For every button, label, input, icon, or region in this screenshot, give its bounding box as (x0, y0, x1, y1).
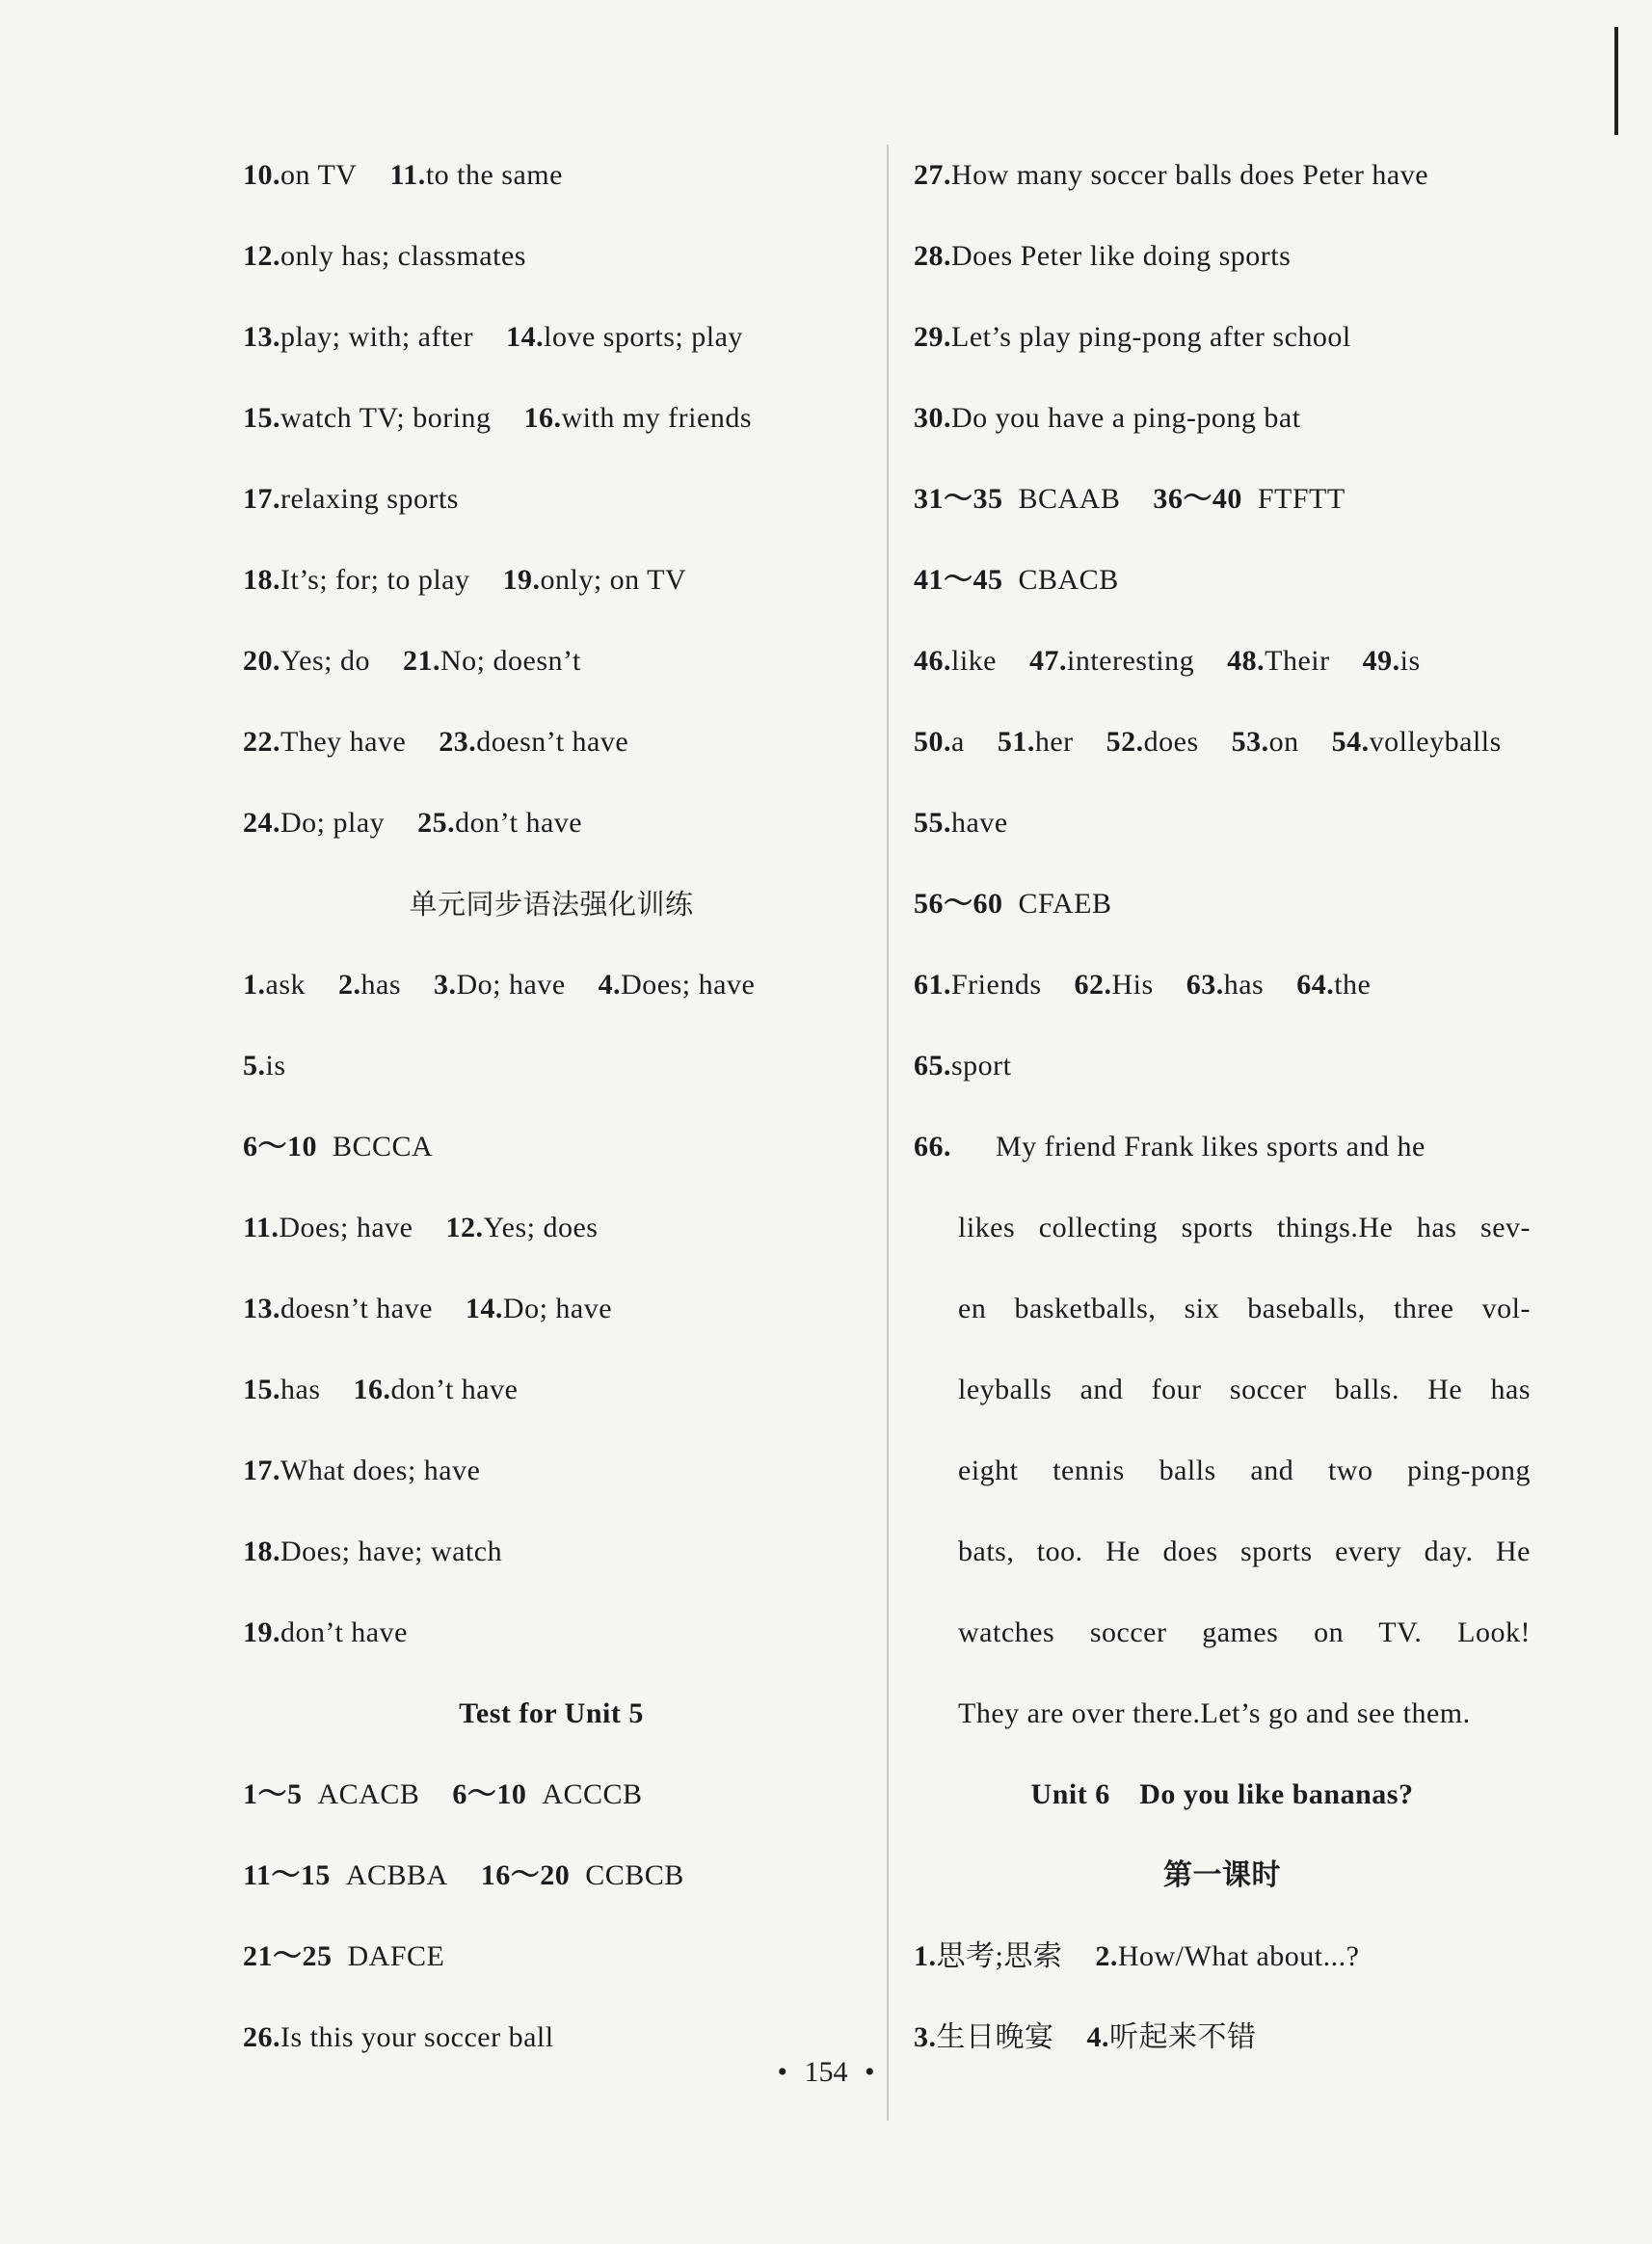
question-number: 23. (439, 726, 477, 758)
answer-line (914, 297, 1531, 378)
question-number: 11. (243, 1212, 280, 1243)
question-number: 54. (1331, 726, 1370, 758)
answer-item (1106, 726, 1199, 758)
answer-text: a (951, 726, 965, 758)
question-number: 1. (914, 1940, 937, 1972)
writing-answer-line: bats, too. He does sports every day. He (958, 1536, 1531, 1567)
answer-line (243, 459, 860, 540)
answer-item (1186, 969, 1265, 1001)
answer-item (1087, 2021, 1257, 2053)
answer-item (243, 240, 526, 272)
answer-item (445, 1212, 598, 1243)
answer-item (502, 564, 686, 596)
answer-item (1095, 1940, 1359, 1972)
answer-text: No; doesn’t (440, 645, 581, 677)
answer-line (243, 702, 860, 783)
section-heading: 单元同步语法强化训练 (409, 888, 694, 921)
answer-text: 听起来不错 (1109, 2021, 1257, 2053)
answer-line (914, 945, 1531, 1026)
answer-text: BCAAB (1018, 483, 1121, 515)
footer-dot-left: • (777, 2056, 787, 2088)
answer-item (914, 564, 1119, 596)
answer-text: Do; play (280, 807, 386, 839)
question-number: 13. (243, 321, 280, 353)
page-edge-mark (1614, 27, 1618, 135)
answer-text: interesting (1067, 645, 1195, 677)
answer-text: Do; have (456, 969, 566, 1001)
question-number: 21. (403, 645, 440, 677)
question-number: 48. (1227, 645, 1266, 677)
page-number: 154 (804, 2056, 848, 2088)
answer-line (243, 945, 860, 1026)
answer-item (243, 1536, 502, 1567)
answer-item (466, 1293, 612, 1324)
question-number: 66. (914, 1131, 951, 1162)
question-number: 16. (353, 1374, 391, 1405)
answer-text: ACACB (317, 1778, 420, 1810)
answer-text: don’t have (455, 807, 583, 839)
question-number: 17. (243, 483, 280, 515)
question-number: 52. (1106, 726, 1144, 758)
answer-item (389, 159, 563, 191)
answer-item (599, 969, 756, 1001)
answer-text: CBACB (1018, 564, 1119, 596)
question-number: 11～15 (243, 1859, 331, 1891)
answer-text: 思考;思索 (936, 1940, 1063, 1972)
answer-text: Yes; does (483, 1212, 599, 1243)
answer-text: Is this your soccer ball (280, 2021, 554, 2053)
answer-item (243, 1212, 413, 1243)
question-number: 11. (389, 159, 426, 191)
answer-text: 生日晚宴 (936, 2021, 1054, 2053)
question-number: 36～40 (1153, 483, 1242, 515)
question-number: 18. (243, 1536, 280, 1567)
answer-item (524, 402, 752, 434)
answer-text: only has; classmates (280, 240, 526, 272)
answer-item (243, 483, 459, 515)
answer-text: doesn’t have (476, 726, 629, 758)
answer-item (354, 1374, 519, 1405)
answer-text: Does; have (621, 969, 756, 1001)
answer-text: Does Peter like doing sports (951, 240, 1292, 272)
question-number: 61. (914, 969, 951, 1001)
answer-text: Do; have (502, 1293, 613, 1324)
question-number: 2. (338, 969, 361, 1001)
question-number: 19. (243, 1616, 280, 1648)
answer-line (914, 540, 1531, 621)
question-number: 41～45 (914, 564, 1003, 596)
section-heading: Unit 6 Do you like bananas? (1030, 1778, 1414, 1810)
question-number: 14. (506, 321, 545, 353)
question-number: 3. (434, 969, 457, 1001)
question-number: 17. (243, 1455, 280, 1486)
answer-text: ACCCB (542, 1778, 643, 1810)
question-number: 55. (914, 807, 951, 839)
question-number: 51. (997, 726, 1035, 758)
answer-text: CCBCB (585, 1859, 684, 1891)
question-number: 6～10 (243, 1131, 317, 1162)
question-number: 18. (243, 564, 280, 596)
answer-text: Their (1265, 645, 1330, 677)
question-number: 65. (914, 1050, 951, 1082)
answer-item (434, 969, 566, 1001)
writing-answer-line: en basketballs, six baseballs, three vol- (958, 1293, 1531, 1324)
answer-line (243, 1430, 860, 1511)
answer-item (1363, 645, 1421, 677)
answer-line (243, 621, 860, 702)
answer-line (243, 1188, 860, 1269)
answer-text: love sports; play (544, 321, 743, 353)
answer-item (243, 1940, 444, 1972)
answer-item (1075, 969, 1154, 1001)
answer-item (243, 645, 370, 677)
question-number: 49. (1362, 645, 1400, 677)
question-number: 1～5 (243, 1778, 303, 1810)
answer-text: It’s; for; to play (280, 564, 470, 596)
answer-item (439, 726, 628, 758)
answer-line (243, 1754, 860, 1835)
answer-item (506, 321, 743, 353)
question-number: 12. (445, 1212, 484, 1243)
answer-line (914, 621, 1531, 702)
answer-text: volleyballs (1369, 726, 1502, 758)
question-number: 16. (523, 402, 562, 434)
answer-text: Do you have a ping-pong bat (951, 402, 1301, 434)
answer-line (914, 1026, 1531, 1107)
answer-item (914, 402, 1301, 434)
answer-text: has (280, 1374, 321, 1405)
answer-item (1029, 645, 1194, 677)
answer-text: don’t have (390, 1374, 519, 1405)
answer-text: has (1223, 969, 1265, 1001)
answer-text: has (360, 969, 401, 1001)
answer-text: the (1334, 969, 1372, 1001)
question-number: 2. (1095, 1940, 1118, 1972)
answer-item (1332, 726, 1502, 758)
answer-text: watch TV; boring (280, 402, 492, 434)
answer-item (243, 564, 469, 596)
answer-line (243, 1107, 860, 1188)
answer-text: like (951, 645, 997, 677)
answer-line (243, 1269, 860, 1349)
question-number: 4. (1086, 2021, 1109, 2053)
answer-item (914, 888, 1111, 920)
answer-line (243, 1592, 860, 1673)
writing-answer-line: They are over there.Let’s go and see them. (958, 1697, 1471, 1729)
question-number: 21～25 (243, 1940, 333, 1972)
answer-line (914, 783, 1531, 864)
question-number: 15. (243, 1374, 280, 1405)
answer-text: What does; have (280, 1455, 481, 1486)
section-heading: Test for Unit 5 (459, 1697, 644, 1729)
answer-item (243, 1778, 419, 1810)
writing-answer-line: leyballs and four soccer balls. He has (958, 1374, 1531, 1405)
question-number: 12. (243, 240, 280, 272)
question-number: 10. (243, 159, 280, 191)
answer-item (243, 1050, 286, 1082)
answer-line (914, 864, 1531, 945)
question-number: 53. (1231, 726, 1269, 758)
question-number: 6～10 (452, 1778, 527, 1810)
question-number: 24. (243, 807, 280, 839)
answer-item (914, 240, 1291, 272)
answer-text: Let’s play ping-pong after school (951, 321, 1351, 353)
question-number: 64. (1296, 969, 1335, 1001)
answer-item (243, 1455, 480, 1486)
question-number: 50. (914, 726, 951, 758)
answer-text: BCCCA (333, 1131, 434, 1162)
answer-item (914, 645, 997, 677)
question-number: 63. (1186, 969, 1224, 1001)
question-number: 62. (1074, 969, 1112, 1001)
answer-item (243, 159, 357, 191)
answer-line (243, 1349, 860, 1430)
answer-line (243, 1026, 860, 1107)
question-number: 56～60 (914, 888, 1003, 920)
right-column (914, 135, 1531, 2078)
answer-item (914, 807, 1008, 839)
answer-item (914, 1050, 1012, 1082)
answer-item (452, 1778, 642, 1810)
answer-item (914, 159, 1428, 191)
question-number: 13. (243, 1293, 280, 1324)
answer-text: her (1034, 726, 1074, 758)
answer-text: ACBBA (345, 1859, 448, 1891)
answer-item (243, 1374, 321, 1405)
answer-text: is (1399, 645, 1421, 677)
answer-item (914, 321, 1351, 353)
answer-item (481, 1859, 684, 1891)
answer-text: FTFTT (1257, 483, 1346, 515)
question-number: 22. (243, 726, 280, 758)
answer-item (338, 969, 401, 1001)
answer-line (243, 378, 860, 459)
left-column (243, 135, 860, 2078)
answer-item (243, 726, 406, 758)
answer-text: doesn’t have (280, 1293, 433, 1324)
answer-text: His (1111, 969, 1154, 1001)
question-number: 25. (417, 807, 456, 839)
question-number: 5. (243, 1050, 266, 1082)
answer-line (914, 459, 1531, 540)
answer-text: Does; have; watch (280, 1536, 503, 1567)
question-number: 28. (914, 240, 951, 272)
answer-text: DAFCE (347, 1940, 445, 1972)
answer-text: play; with; after (280, 321, 474, 353)
question-number: 1. (243, 969, 266, 1001)
writing-answer-line (914, 1107, 1531, 1188)
answer-text: is (265, 1050, 286, 1082)
answer-line (243, 1835, 860, 1916)
answer-line (243, 1511, 860, 1592)
page-footer (0, 2053, 1652, 2092)
question-number: 15. (243, 402, 280, 434)
answer-text: with my friends (561, 402, 752, 434)
answer-text: sport (951, 1050, 1012, 1082)
answer-text: does (1143, 726, 1199, 758)
answer-item (243, 807, 385, 839)
answer-item (243, 1859, 448, 1891)
answer-item (1296, 969, 1371, 1001)
answer-line (243, 783, 860, 864)
question-number: 46. (914, 645, 951, 677)
answer-text: CFAEB (1018, 888, 1112, 920)
answer-line (243, 216, 860, 297)
answer-item (243, 1131, 433, 1162)
answer-line (243, 540, 860, 621)
answer-item (417, 807, 582, 839)
answer-text: on (1268, 726, 1299, 758)
answer-line (914, 216, 1531, 297)
question-number: 26. (243, 2021, 280, 2053)
answer-text: How many soccer balls does Peter have (951, 159, 1429, 191)
answer-text: relaxing sports (280, 483, 459, 515)
answer-text: don’t have (280, 1616, 408, 1648)
answer-text: They have (280, 726, 407, 758)
answer-item (914, 483, 1120, 515)
answer-item (1232, 726, 1299, 758)
question-number: 20. (243, 645, 280, 677)
answer-text: on TV (280, 159, 358, 191)
answer-text: Yes; do (280, 645, 370, 677)
answer-line (914, 1916, 1531, 1997)
answer-text: Does; have (279, 1212, 413, 1243)
answer-line (243, 135, 860, 216)
answer-line (243, 297, 860, 378)
question-number: 27. (914, 159, 951, 191)
question-number: 14. (465, 1293, 503, 1324)
answer-item (243, 2021, 554, 2053)
section-heading: 第一课时 (1163, 1858, 1281, 1892)
question-number: 31～35 (914, 483, 1003, 515)
answer-item (914, 1940, 1062, 1972)
answer-item (243, 969, 306, 1001)
answer-item (998, 726, 1074, 758)
writing-answer-line: likes collecting sports things.He has sev- (958, 1212, 1531, 1243)
writing-answer-line: watches soccer games on TV. Look! (958, 1616, 1531, 1648)
writing-answer-line: eight tennis balls and two ping-pong (958, 1455, 1531, 1486)
answer-text: How/What about...? (1117, 1940, 1360, 1972)
question-number: 3. (914, 2021, 937, 2053)
answer-line (914, 135, 1531, 216)
footer-dot-right: • (865, 2056, 875, 2088)
question-number: 47. (1029, 645, 1067, 677)
answer-item (914, 726, 965, 758)
answer-line (914, 702, 1531, 783)
answer-line (243, 1916, 860, 1997)
answer-item (243, 1293, 433, 1324)
question-number: 30. (914, 402, 951, 434)
answer-text: My friend Frank likes sports and he (996, 1131, 1426, 1162)
answer-text: only; on TV (540, 564, 687, 596)
answer-item (243, 1616, 408, 1648)
column-divider (887, 145, 889, 2121)
answer-item (1153, 483, 1345, 515)
answer-text: Friends (951, 969, 1042, 1001)
answer-item (243, 402, 492, 434)
answer-item (914, 2021, 1054, 2053)
answer-line (914, 378, 1531, 459)
answer-text: have (951, 807, 1008, 839)
question-number: 16～20 (480, 1859, 571, 1891)
answer-text: to the same (425, 159, 563, 191)
question-number: 29. (914, 321, 951, 353)
answer-item (1227, 645, 1329, 677)
answer-item (243, 321, 473, 353)
answer-item (914, 969, 1042, 1001)
answer-item (403, 645, 581, 677)
question-number: 4. (598, 969, 622, 1001)
answer-text: ask (265, 969, 306, 1001)
question-number: 19. (502, 564, 541, 596)
